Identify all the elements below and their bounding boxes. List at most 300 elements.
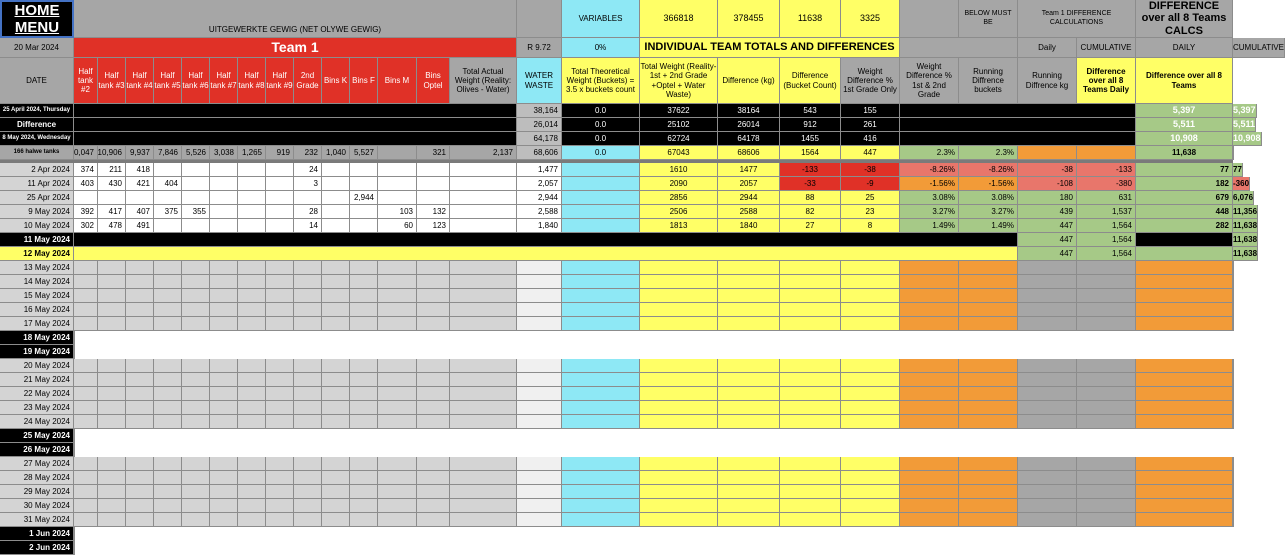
summary-count[interactable]: 5,526	[182, 146, 210, 160]
bins-k-value[interactable]	[322, 205, 350, 219]
empty-cell[interactable]	[841, 471, 900, 485]
empty-cell[interactable]	[1077, 499, 1136, 513]
bins-f-value[interactable]	[350, 205, 378, 219]
row-date[interactable]: 16 May 2024	[0, 303, 74, 317]
empty-cell[interactable]	[126, 401, 154, 415]
summary-all-daily[interactable]: 5,397	[1136, 104, 1233, 118]
empty-cell[interactable]	[718, 513, 780, 527]
empty-cell[interactable]	[98, 513, 126, 527]
empty-cell[interactable]	[959, 415, 1018, 429]
cumulative-upper-label[interactable]: CUMULATIVE	[1233, 38, 1285, 58]
empty-cell[interactable]	[450, 261, 517, 275]
empty-cell[interactable]	[74, 303, 98, 317]
half-tank-value[interactable]	[238, 205, 266, 219]
column-header[interactable]: Half tank #7	[210, 58, 238, 104]
empty-cell[interactable]	[74, 457, 98, 471]
summary-count[interactable]: 10,906	[98, 146, 126, 160]
empty-cell[interactable]	[1018, 415, 1077, 429]
summary-all-daily[interactable]: 5,511	[1136, 118, 1233, 132]
empty-cell[interactable]	[517, 373, 562, 387]
empty-cell[interactable]	[74, 373, 98, 387]
empty-cell[interactable]	[562, 471, 640, 485]
empty-cell[interactable]	[322, 303, 350, 317]
row-date[interactable]: 22 May 2024	[0, 387, 74, 401]
empty-cell[interactable]	[841, 387, 900, 401]
summary-diff-buckets[interactable]: 447	[841, 146, 900, 160]
bins-optel-value[interactable]	[417, 191, 450, 205]
empty-cell[interactable]	[417, 303, 450, 317]
empty-cell[interactable]	[1077, 317, 1136, 331]
empty-cell[interactable]	[562, 261, 640, 275]
empty-cell[interactable]	[294, 373, 322, 387]
second-grade-value[interactable]: 24	[294, 163, 322, 177]
row-date[interactable]: 1 Jun 2024	[0, 527, 74, 541]
empty-cell[interactable]	[718, 289, 780, 303]
row-date[interactable]: 11 Apr 2024	[0, 177, 74, 191]
row-date[interactable]: 17 May 2024	[0, 317, 74, 331]
running-kg-value[interactable]: 1,537	[1077, 205, 1136, 219]
empty-cell[interactable]	[841, 499, 900, 513]
empty-cell[interactable]	[126, 359, 154, 373]
empty-cell[interactable]	[417, 261, 450, 275]
running-kg-value[interactable]: -380	[1077, 177, 1136, 191]
half-tank-value[interactable]: 302	[74, 219, 98, 233]
column-header[interactable]: Weight Difference % 1st & 2nd Grade	[900, 58, 959, 104]
uitgewerkte-header[interactable]: UITGEWERKTE GEWIG (NET OLYWE GEWIG)	[74, 0, 517, 38]
empty-cell[interactable]	[98, 261, 126, 275]
column-header[interactable]: Half tank #9	[266, 58, 294, 104]
total-actual-value[interactable]: 2,588	[517, 205, 562, 219]
half-tank-value[interactable]: 430	[98, 177, 126, 191]
empty-cell[interactable]	[182, 261, 210, 275]
empty-cell[interactable]	[266, 415, 294, 429]
summary-count[interactable]: 919	[266, 146, 294, 160]
empty-cell[interactable]	[350, 471, 378, 485]
empty-cell[interactable]	[210, 303, 238, 317]
summary-all-daily[interactable]: 10,908	[1136, 132, 1233, 146]
half-tank-value[interactable]	[238, 177, 266, 191]
empty-cell[interactable]	[1136, 387, 1233, 401]
empty-cell[interactable]	[378, 471, 417, 485]
empty-cell[interactable]	[562, 415, 640, 429]
empty-cell[interactable]	[1136, 359, 1233, 373]
empty-cell[interactable]	[378, 359, 417, 373]
half-tank-value[interactable]	[238, 191, 266, 205]
empty-cell[interactable]	[417, 457, 450, 471]
column-header[interactable]: Weight Difference % 1st Grade Only	[841, 58, 900, 104]
empty-cell[interactable]	[450, 485, 517, 499]
empty-cell[interactable]	[322, 499, 350, 513]
empty-cell[interactable]	[74, 317, 98, 331]
theoretical-value[interactable]: 2856	[640, 191, 718, 205]
total-weight-value[interactable]: 2057	[718, 177, 780, 191]
empty-cell[interactable]	[417, 317, 450, 331]
empty-cell[interactable]	[350, 261, 378, 275]
empty-cell[interactable]	[74, 471, 98, 485]
running-buckets-value[interactable]: 180	[1018, 191, 1077, 205]
pct2-value[interactable]: 3.27%	[959, 205, 1018, 219]
empty-cell[interactable]	[1233, 261, 1234, 275]
empty-cell[interactable]	[266, 317, 294, 331]
empty-cell[interactable]	[1136, 261, 1233, 275]
below-must-be[interactable]: BELOW MUST BE	[959, 0, 1018, 38]
empty-cell[interactable]	[417, 359, 450, 373]
summary-water[interactable]: 0.0	[562, 146, 640, 160]
column-header[interactable]: Half tank #3	[98, 58, 126, 104]
empty-cell[interactable]	[266, 499, 294, 513]
empty-cell[interactable]	[1233, 387, 1234, 401]
empty-cell[interactable]	[126, 261, 154, 275]
empty-cell[interactable]	[182, 401, 210, 415]
empty-cell[interactable]	[780, 457, 841, 471]
empty-cell[interactable]	[780, 401, 841, 415]
empty-cell[interactable]	[98, 485, 126, 499]
empty-cell[interactable]	[640, 303, 718, 317]
bins-optel-value[interactable]	[417, 163, 450, 177]
empty-cell[interactable]	[900, 359, 959, 373]
empty-cell[interactable]	[266, 401, 294, 415]
empty-cell[interactable]	[294, 359, 322, 373]
empty-cell[interactable]	[1136, 317, 1233, 331]
empty-cell[interactable]	[1077, 303, 1136, 317]
empty-cell[interactable]	[322, 415, 350, 429]
empty-cell[interactable]	[350, 387, 378, 401]
empty-cell[interactable]	[562, 499, 640, 513]
empty-cell[interactable]	[900, 457, 959, 471]
weekend-row[interactable]	[74, 429, 75, 443]
second-grade-value[interactable]: 28	[294, 205, 322, 219]
column-header[interactable]: Half tank #4	[126, 58, 154, 104]
column-header[interactable]: Half tank #6	[182, 58, 210, 104]
half-tank-value[interactable]	[266, 163, 294, 177]
empty-cell[interactable]	[640, 499, 718, 513]
empty-cell[interactable]	[1077, 359, 1136, 373]
all-daily-value[interactable]	[1136, 247, 1233, 261]
empty-cell[interactable]	[294, 275, 322, 289]
empty-cell[interactable]	[959, 261, 1018, 275]
summary-pct1[interactable]: 2.3%	[900, 146, 959, 160]
all-daily-value[interactable]: 182	[1136, 177, 1233, 191]
empty-cell[interactable]	[841, 415, 900, 429]
empty-cell[interactable]	[517, 457, 562, 471]
second-grade-value[interactable]: 3	[294, 177, 322, 191]
empty-cell[interactable]	[1233, 485, 1234, 499]
empty-cell[interactable]	[1136, 303, 1233, 317]
empty-cell[interactable]	[780, 289, 841, 303]
half-tank-value[interactable]: 392	[74, 205, 98, 219]
empty-cell[interactable]	[640, 275, 718, 289]
empty-cell[interactable]	[210, 513, 238, 527]
empty-cell[interactable]	[562, 303, 640, 317]
summary-theoretical[interactable]: 67043	[640, 146, 718, 160]
empty-cell[interactable]	[1077, 275, 1136, 289]
column-header[interactable]: Half tank #5	[154, 58, 182, 104]
blank-cell[interactable]	[450, 163, 517, 177]
empty-cell[interactable]	[1233, 499, 1234, 513]
empty-cell[interactable]	[238, 513, 266, 527]
empty-cell[interactable]	[1077, 485, 1136, 499]
empty-cell[interactable]	[294, 261, 322, 275]
half-tank-value[interactable]	[154, 191, 182, 205]
empty-cell[interactable]	[266, 289, 294, 303]
empty-cell[interactable]	[959, 471, 1018, 485]
summary-label[interactable]: Difference	[0, 118, 74, 132]
pct2-value[interactable]: 1.49%	[959, 219, 1018, 233]
empty-cell[interactable]	[959, 401, 1018, 415]
empty-cell[interactable]	[450, 401, 517, 415]
empty-cell[interactable]	[266, 359, 294, 373]
summary-water[interactable]: 0.0	[562, 118, 640, 132]
summary-total-actual[interactable]: 38,164	[517, 104, 562, 118]
summary-orange[interactable]	[1077, 146, 1136, 160]
empty-cell[interactable]	[1077, 457, 1136, 471]
empty-cell[interactable]	[210, 317, 238, 331]
half-tank-value[interactable]	[210, 205, 238, 219]
empty-cell[interactable]	[562, 359, 640, 373]
half-tank-value[interactable]	[266, 191, 294, 205]
diff-kg-value[interactable]: -133	[780, 163, 841, 177]
diff-kg-value[interactable]: 82	[780, 205, 841, 219]
empty-cell[interactable]	[378, 415, 417, 429]
empty-cell[interactable]	[1018, 387, 1077, 401]
row-date[interactable]: 21 May 2024	[0, 373, 74, 387]
empty-cell[interactable]	[322, 275, 350, 289]
summary-count[interactable]: 5,527	[350, 146, 378, 160]
empty-cell[interactable]	[718, 387, 780, 401]
row-date[interactable]: 29 May 2024	[0, 485, 74, 499]
theoretical-value[interactable]: 1813	[640, 219, 718, 233]
summary-theoretical[interactable]: 62724	[640, 132, 718, 146]
theoretical-value[interactable]: 2090	[640, 177, 718, 191]
summary-count[interactable]: 2,137	[450, 146, 517, 160]
half-tank-value[interactable]	[182, 163, 210, 177]
summary-theoretical[interactable]: 37622	[640, 104, 718, 118]
empty-cell[interactable]	[182, 275, 210, 289]
row-date[interactable]: 25 May 2024	[0, 429, 74, 443]
empty-cell[interactable]	[640, 373, 718, 387]
empty-cell[interactable]	[959, 317, 1018, 331]
empty-cell[interactable]	[450, 317, 517, 331]
empty-cell[interactable]	[718, 401, 780, 415]
empty-cell[interactable]	[322, 289, 350, 303]
bins-k-value[interactable]	[322, 219, 350, 233]
running-kg-value[interactable]: 1,564	[1077, 247, 1136, 261]
empty-cell[interactable]	[238, 261, 266, 275]
empty-cell[interactable]	[98, 359, 126, 373]
summary-diff-kg[interactable]: 543	[780, 104, 841, 118]
row-date[interactable]: 13 May 2024	[0, 261, 74, 275]
blank-header[interactable]	[900, 38, 1018, 58]
empty-cell[interactable]	[959, 289, 1018, 303]
empty-cell[interactable]	[900, 513, 959, 527]
empty-cell[interactable]	[238, 387, 266, 401]
row-date[interactable]: 20 May 2024	[0, 359, 74, 373]
summary-diff-kg[interactable]: 1455	[780, 132, 841, 146]
empty-cell[interactable]	[350, 415, 378, 429]
diff-bucket-value[interactable]: 23	[841, 205, 900, 219]
column-header[interactable]: Half tank #2	[74, 58, 98, 104]
running-buckets-value[interactable]: -108	[1018, 177, 1077, 191]
weekend-row[interactable]	[74, 331, 75, 345]
half-tank-value[interactable]	[74, 191, 98, 205]
empty-cell[interactable]	[210, 485, 238, 499]
diff-bucket-value[interactable]: -38	[841, 163, 900, 177]
empty-cell[interactable]	[74, 359, 98, 373]
summary-count[interactable]: 321	[417, 146, 450, 160]
total-weight-value[interactable]: 1477	[718, 163, 780, 177]
total-actual-value[interactable]: 1,477	[517, 163, 562, 177]
daily-upper-label[interactable]: DAILY	[1136, 38, 1233, 58]
date-top[interactable]: 20 Mar 2024	[0, 38, 74, 58]
empty-cell[interactable]	[517, 401, 562, 415]
empty-cell[interactable]	[450, 499, 517, 513]
empty-cell[interactable]	[959, 303, 1018, 317]
empty-cell[interactable]	[182, 499, 210, 513]
summary-count[interactable]: 1,040	[322, 146, 350, 160]
blank-cell[interactable]	[450, 219, 517, 233]
empty-cell[interactable]	[154, 359, 182, 373]
empty-cell[interactable]	[780, 261, 841, 275]
empty-cell[interactable]	[1233, 275, 1234, 289]
empty-cell[interactable]	[154, 499, 182, 513]
half-tank-value[interactable]: 418	[126, 163, 154, 177]
empty-cell[interactable]	[780, 471, 841, 485]
half-tank-value[interactable]	[98, 191, 126, 205]
empty-cell[interactable]	[210, 401, 238, 415]
variable-4[interactable]: 3325	[841, 0, 900, 38]
empty-cell[interactable]	[98, 387, 126, 401]
summary-count[interactable]: 0,047	[74, 146, 98, 160]
summary-total-weight[interactable]: 68606	[718, 146, 780, 160]
empty-cell[interactable]	[640, 359, 718, 373]
empty-cell[interactable]	[1018, 513, 1077, 527]
all-cum-value[interactable]: 6,076	[1233, 191, 1254, 205]
empty-cell[interactable]	[1233, 513, 1234, 527]
empty-cell[interactable]	[294, 485, 322, 499]
weekend-row[interactable]	[74, 443, 75, 457]
empty-cell[interactable]	[1018, 261, 1077, 275]
column-header[interactable]: Total Weight (Reality- 1st + 2nd Grade +Optel + Water Waste)	[640, 58, 718, 104]
empty-cell[interactable]	[450, 513, 517, 527]
half-tank-value[interactable]: 491	[126, 219, 154, 233]
diff-all-title[interactable]: DIFFERENCE over all 8 Teams CALCS	[1136, 0, 1233, 38]
half-tank-value[interactable]: 374	[74, 163, 98, 177]
half-tank-value[interactable]: 407	[126, 205, 154, 219]
pct2-value[interactable]: -1.56%	[959, 177, 1018, 191]
empty-cell[interactable]	[718, 485, 780, 499]
empty-cell[interactable]	[154, 261, 182, 275]
empty-cell[interactable]	[959, 387, 1018, 401]
empty-cell[interactable]	[517, 317, 562, 331]
empty-cell[interactable]	[238, 457, 266, 471]
water-waste-value[interactable]	[562, 163, 640, 177]
summary-diff-kg[interactable]: 912	[780, 118, 841, 132]
row-date[interactable]: 11 May 2024	[0, 233, 74, 247]
row-date[interactable]: 28 May 2024	[0, 471, 74, 485]
empty-cell[interactable]	[98, 275, 126, 289]
summary-count[interactable]: 7,846	[154, 146, 182, 160]
empty-cell[interactable]	[562, 317, 640, 331]
empty-cell[interactable]	[378, 317, 417, 331]
summary-total-weight[interactable]: 38164	[718, 104, 780, 118]
empty-cell[interactable]	[1233, 359, 1234, 373]
empty-cell[interactable]	[74, 485, 98, 499]
variable-1[interactable]: 366818	[640, 0, 718, 38]
row-date[interactable]: 18 May 2024	[0, 331, 74, 345]
half-tank-value[interactable]	[210, 191, 238, 205]
empty-cell[interactable]	[900, 401, 959, 415]
empty-cell[interactable]	[322, 471, 350, 485]
empty-cell[interactable]	[238, 359, 266, 373]
empty-cell[interactable]	[350, 275, 378, 289]
empty-cell[interactable]	[154, 289, 182, 303]
empty-cell[interactable]	[350, 485, 378, 499]
running-buckets-value[interactable]: 447	[1018, 219, 1077, 233]
all-cum-value[interactable]: 11,638	[1233, 219, 1258, 233]
summary-pct2[interactable]: 2.3%	[959, 146, 1018, 160]
empty-cell[interactable]	[718, 261, 780, 275]
half-tank-value[interactable]: 403	[74, 177, 98, 191]
empty-cell[interactable]	[98, 471, 126, 485]
empty-cell[interactable]	[98, 303, 126, 317]
running-buckets-value[interactable]: 439	[1018, 205, 1077, 219]
second-grade-value[interactable]: 14	[294, 219, 322, 233]
empty-cell[interactable]	[841, 485, 900, 499]
column-header[interactable]: Running Diffrence kg	[1018, 58, 1077, 104]
empty-cell[interactable]	[126, 303, 154, 317]
empty-cell[interactable]	[322, 317, 350, 331]
bins-f-value[interactable]: 2,944	[350, 191, 378, 205]
empty-cell[interactable]	[378, 457, 417, 471]
empty-cell[interactable]	[718, 499, 780, 513]
diff-kg-value[interactable]: 88	[780, 191, 841, 205]
column-header[interactable]: Difference (kg)	[718, 58, 780, 104]
empty-cell[interactable]	[640, 457, 718, 471]
total-actual-value[interactable]: 2,944	[517, 191, 562, 205]
all-cum-value[interactable]: 11,638	[1233, 247, 1258, 261]
row-date[interactable]: 12 May 2024	[0, 247, 74, 261]
empty-cell[interactable]	[378, 303, 417, 317]
summary-label[interactable]: 25 April 2024, Thursday	[0, 104, 74, 118]
empty-cell[interactable]	[900, 289, 959, 303]
empty-cell[interactable]	[1018, 457, 1077, 471]
pct1-value[interactable]: 3.27%	[900, 205, 959, 219]
half-tank-value[interactable]	[238, 219, 266, 233]
empty-cell[interactable]	[450, 359, 517, 373]
half-tank-value[interactable]	[126, 191, 154, 205]
bins-k-value[interactable]	[322, 177, 350, 191]
column-header[interactable]: Difference over all 8 Teams Daily	[1077, 58, 1136, 104]
empty-cell[interactable]	[74, 499, 98, 513]
empty-cell[interactable]	[1018, 275, 1077, 289]
empty-cell[interactable]	[780, 499, 841, 513]
empty-cell[interactable]	[266, 485, 294, 499]
summary-orange[interactable]	[1018, 146, 1077, 160]
blank-header[interactable]	[517, 0, 562, 38]
bins-k-value[interactable]	[322, 163, 350, 177]
empty-cell[interactable]	[182, 359, 210, 373]
empty-cell[interactable]	[1077, 387, 1136, 401]
empty-cell[interactable]	[266, 457, 294, 471]
empty-cell[interactable]	[959, 485, 1018, 499]
empty-cell[interactable]	[182, 317, 210, 331]
empty-cell[interactable]	[378, 289, 417, 303]
empty-cell[interactable]	[900, 471, 959, 485]
empty-cell[interactable]	[1077, 261, 1136, 275]
empty-cell[interactable]	[780, 275, 841, 289]
blank-cell[interactable]	[450, 177, 517, 191]
summary-all-cum[interactable]: 5,397	[1233, 104, 1257, 118]
